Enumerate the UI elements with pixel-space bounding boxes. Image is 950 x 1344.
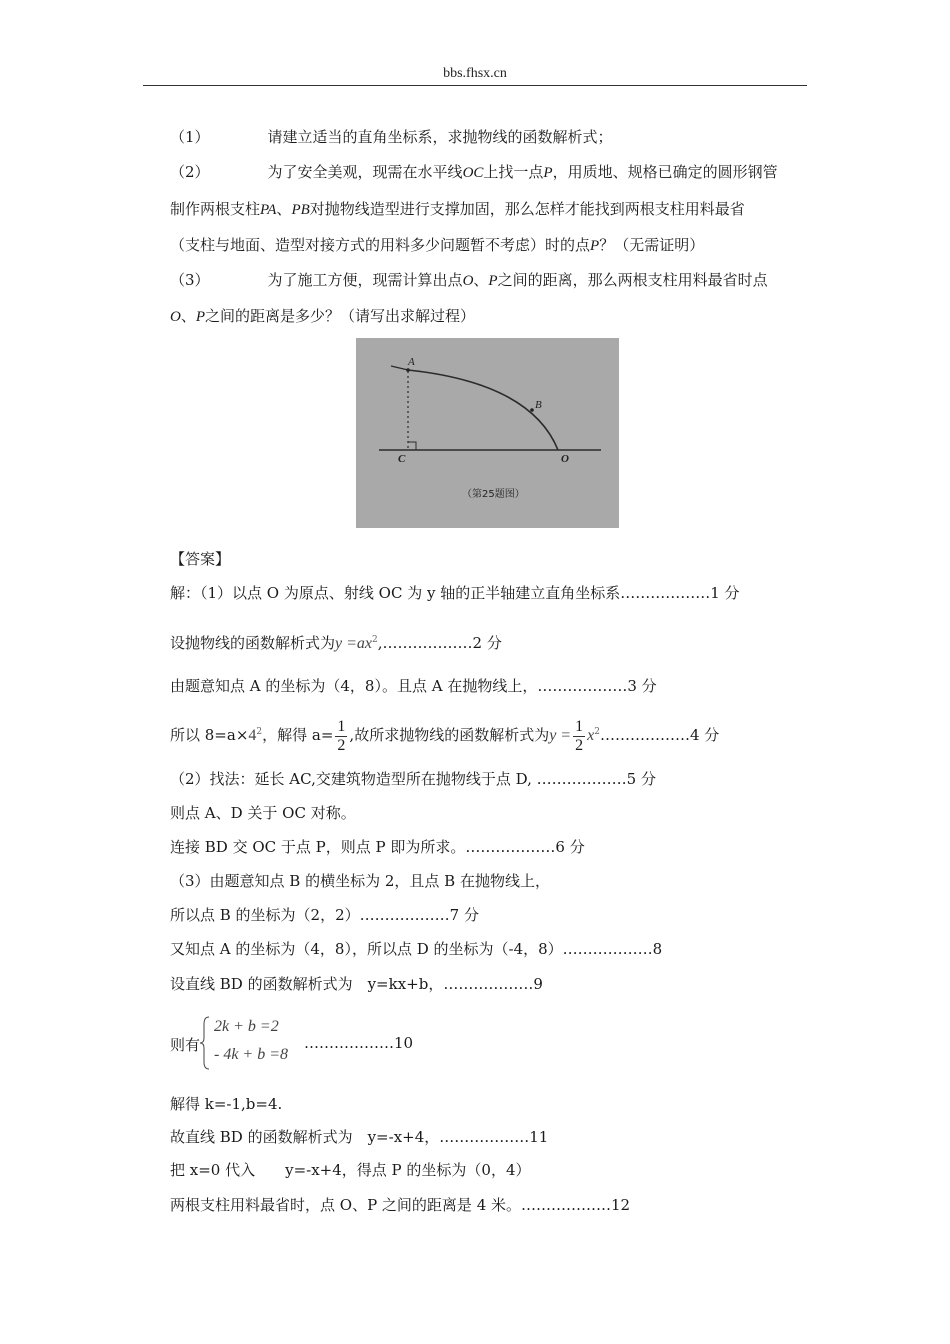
point-a-dot	[406, 368, 410, 372]
label-b: B	[535, 399, 542, 411]
answer-line-13: 故直线 BD 的函数解析式为 y=-x+4，………………11	[170, 1128, 549, 1146]
answer-line-1: 解：（1）以点 O 为原点、射线 OC 为 y 轴的正半轴建立直角坐标系………………1 分	[170, 584, 740, 602]
q2-text-a: 为了安全美观，现需在水平线	[267, 163, 463, 181]
answer-l4-a: 所以 8=a×	[170, 726, 249, 744]
question-3-line-2	[170, 306, 475, 327]
q2-text-c: ，用质地、规格已确定的圆形钢管	[552, 163, 778, 181]
answer-line-4	[170, 712, 719, 756]
fraction-a-den: 2	[337, 736, 346, 754]
fraction-half-b	[573, 718, 585, 755]
right-angle-mark	[408, 442, 416, 450]
q3-line2-o: O	[170, 309, 181, 325]
fraction-half-a	[335, 718, 347, 755]
q3-line2-b: 之间的距离是多少？（请写出求解过程）	[205, 307, 476, 325]
q2-line3-p: P	[590, 238, 600, 254]
question-1	[170, 127, 613, 147]
label-a: A	[408, 356, 415, 368]
q2-line3-a: （支柱与地面、造型对接方式的用料多少问题暂不考虑）时的点	[170, 236, 591, 254]
answer-l2-b: ,………………2 分	[377, 634, 502, 652]
answer-line-15: 两根支柱用料最省时，点 O、P 之间的距离是 4 米。………………12	[170, 1196, 631, 1214]
page-header-site: bbs.fhsx.cn	[443, 66, 507, 81]
q2-sep: 、	[276, 200, 292, 218]
answer-l4-y: y =	[549, 727, 572, 744]
answer-l4-x: x	[587, 727, 595, 744]
q2-line2-a: 制作两根支柱	[170, 200, 261, 218]
answer-line-12: 解得 k=-1,b=4.	[170, 1095, 283, 1113]
fraction-b-den: 2	[575, 736, 584, 754]
point-b-dot	[530, 408, 534, 412]
system-equation-1: 2k + b =2	[214, 1018, 279, 1035]
q3-p: P	[488, 273, 498, 289]
answer-l2-math: y =ax	[335, 635, 373, 652]
answer-l4-d: ………………4 分	[599, 726, 720, 744]
answer-l4-c: ,故所求抛物线的函数解析式为	[349, 726, 550, 744]
answer-l4-sup: 2	[256, 727, 263, 737]
fraction-b-num: 1	[575, 717, 584, 735]
answer-line-14: 把 x=0 代入 y=-x+4，得点 P 的坐标为（0，4）	[170, 1161, 531, 1179]
answer-line-11: 设直线 BD 的函数解析式为 y=kx+b，………………9	[170, 975, 543, 993]
q2-line2-b: 对抛物线造型进行支撑加固，那么怎样才能找到两根支柱用料最省	[309, 200, 745, 218]
header-rule	[143, 85, 807, 86]
question-2-line-2	[170, 199, 745, 220]
answer-l4-b: ，解得 a=	[262, 726, 334, 744]
answer-line-2	[170, 630, 502, 654]
answer-l4-four: 4	[248, 727, 257, 744]
q3-sep: 、	[473, 271, 489, 289]
label-c: C	[398, 453, 406, 465]
answer-line-9: 所以点 B 的坐标为（2，2）………………7 分	[170, 906, 479, 924]
answer-line-5: （2）找法：延长 AC,交建筑物造型所在抛物线于点 D, ………………5 分	[170, 770, 656, 788]
answer-line-7: 连接 BD 交 OC 于点 P，则点 P 即为所求。………………6 分	[170, 838, 585, 856]
q2-number: （2）	[170, 163, 210, 181]
q2-p: P	[543, 165, 553, 181]
system-equation-2: - 4k + b =8	[214, 1046, 289, 1063]
question-3-line-1	[170, 270, 768, 291]
q3-text-a: 为了施工方便，现需计算出点	[267, 271, 463, 289]
system-label: 则有	[170, 1036, 201, 1054]
q2-line3-b: ？（无需证明）	[599, 236, 705, 254]
q2-pb: PB	[291, 202, 310, 218]
answer-line-3: 由题意知点 A 的坐标为（4，8）。且点 A 在抛物线上，………………3 分	[170, 677, 657, 695]
figure-caption: （第25题图）	[462, 489, 525, 500]
left-brace	[200, 1016, 210, 1070]
q1-text: 请建立适当的直角坐标系，求抛物线的函数解析式；	[267, 128, 613, 146]
q2-text-b: 上找一点	[483, 163, 544, 181]
q2-oc: OC	[462, 165, 484, 181]
answer-l2-a: 设抛物线的函数解析式为	[170, 634, 336, 652]
question-2-line-1	[170, 162, 778, 183]
question-2-line-3	[170, 235, 704, 256]
answer-l2-sup: 2	[372, 635, 378, 645]
answer-line-10: 又知点 A 的坐标为（4，8），所以点 D 的坐标为（-4，8）………………8	[170, 940, 663, 958]
q3-line2-p: P	[195, 309, 206, 325]
q1-number: （1）	[170, 128, 210, 146]
fraction-a-num: 1	[337, 717, 346, 735]
q3-line2-sep: 、	[180, 307, 196, 325]
system-score: ………………10	[304, 1034, 414, 1052]
answer-line-6: 则点 A、D 关于 OC 对称。	[170, 804, 356, 822]
q2-pa: PA	[260, 202, 277, 218]
q3-number: （3）	[170, 271, 210, 289]
roof-stub	[391, 366, 408, 370]
answer-line-8: （3）由题意知点 B 的横坐标为 2，且点 B 在抛物线上，	[170, 872, 550, 890]
parabola-figure	[356, 338, 619, 528]
q3-o: O	[462, 273, 474, 289]
answer-title: 【答案】	[170, 550, 231, 568]
q3-text-b: 之间的距离，那么两根支柱用料最省时点	[497, 271, 768, 289]
parabola-diagram	[356, 338, 619, 528]
label-o: O	[561, 453, 569, 465]
answer-l4-sup2: 2	[594, 727, 600, 737]
